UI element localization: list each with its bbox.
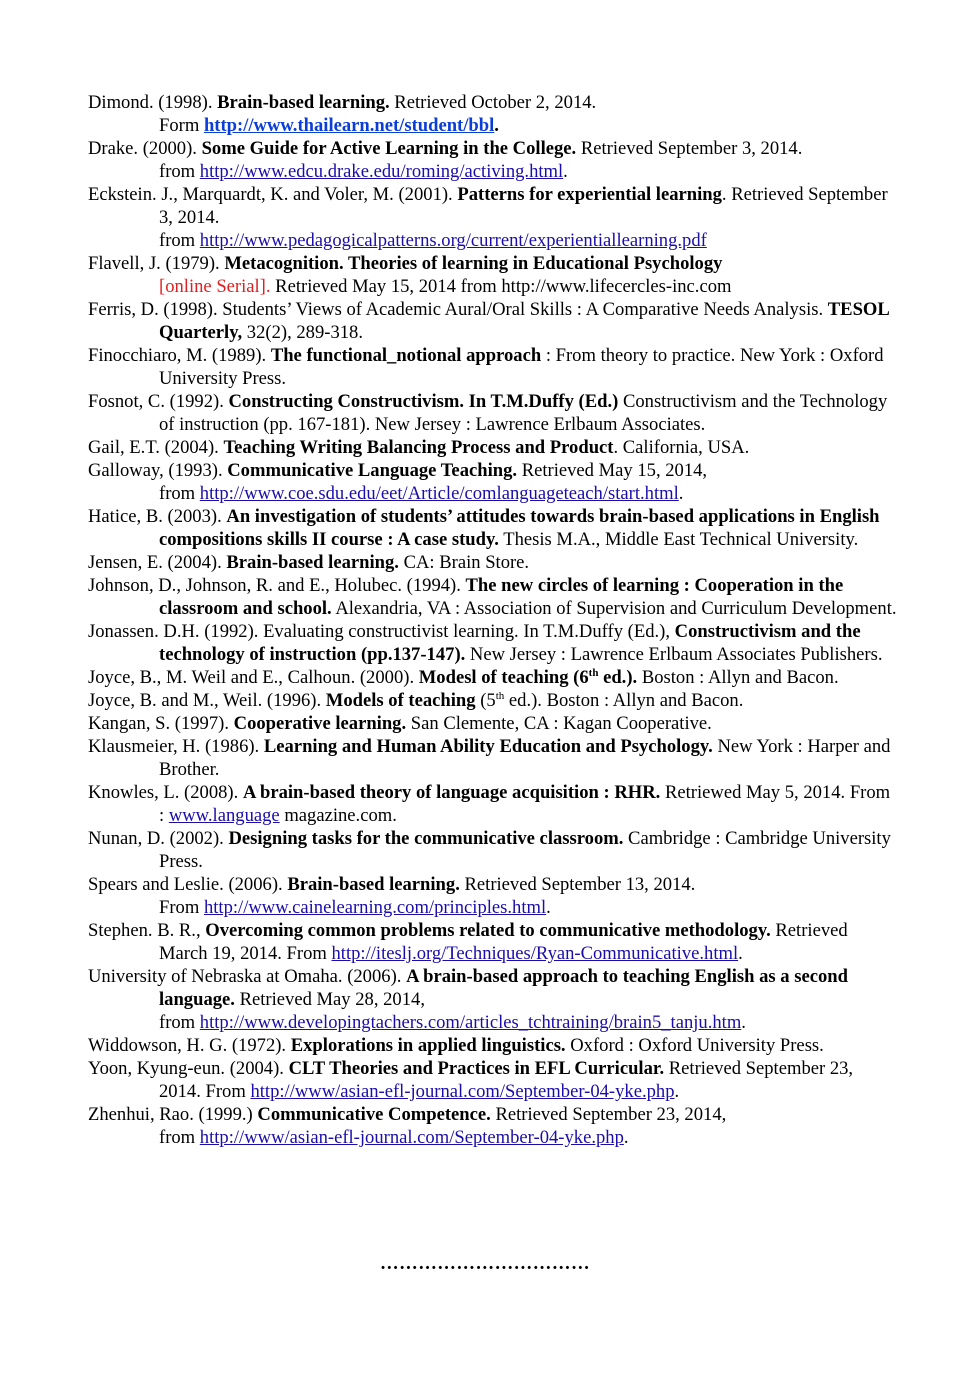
reference-text: Finocchiaro, M. (1989). <box>88 345 271 366</box>
reference-entry <box>88 620 898 666</box>
reference-entry <box>88 735 898 781</box>
reference-text: from <box>159 1127 200 1148</box>
reference-text: Form <box>159 115 204 136</box>
reference-text: Retrieved September 3, 2014. <box>576 138 803 159</box>
reference-title: ed.). <box>598 667 638 688</box>
reference-text: from <box>159 161 200 182</box>
reference-text: Johnson, D., Johnson, R. and E., Holubec. (1994). <box>88 575 466 596</box>
reference-text: Retrieved October 2, 2014. <box>389 92 597 113</box>
reference-text: Fosnot, C. (1992). <box>88 391 229 412</box>
reference-text: Thesis M.A., Middle East Technical University. <box>498 529 859 550</box>
reference-entry <box>88 919 898 965</box>
line-break <box>159 1011 898 1034</box>
reference-text: Kangan, S. (1997). <box>88 713 234 734</box>
reference-title: Communicative Competence. <box>257 1104 491 1125</box>
reference-entry <box>88 1103 898 1149</box>
reference-title: Learning and Human Ability Education and Psychology. <box>263 736 713 757</box>
reference-text: Retrieved May 28, 2014, <box>234 989 425 1010</box>
reference-entry <box>88 781 898 827</box>
reference-title: Modesl of teaching (6 <box>418 667 589 688</box>
line-break <box>159 1126 898 1149</box>
reference-text: New York : Harper and Brother. <box>159 736 891 780</box>
reference-link[interactable]: http://www.pedagogicalpatterns.org/current/experientiallearning.pdf <box>199 230 707 251</box>
reference-link[interactable]: http://www/asian-efl-journal.com/September-04-yke.php <box>199 1127 624 1148</box>
reference-text: From <box>159 897 204 918</box>
reference-entry <box>88 505 898 551</box>
reference-title: A brain-based approach to teaching English as a second language. <box>159 966 848 1010</box>
reference-entry <box>88 1057 898 1103</box>
reference-text: . <box>563 161 568 182</box>
reference-entry <box>88 183 898 252</box>
line-break <box>159 160 898 183</box>
reference-text: University of Nebraska at Omaha. (2006). <box>88 966 407 987</box>
online-serial-label: [online Serial]. <box>159 276 271 297</box>
reference-title: Constructing Constructivism. In T.M.Duffy (Ed.) <box>228 391 619 412</box>
reference-entry <box>88 459 898 505</box>
superscript-text: th <box>495 689 505 702</box>
reference-text: . <box>674 1081 680 1102</box>
line-break <box>159 896 898 919</box>
reference-title: Some Guide for Active Learning in the College. <box>201 138 577 159</box>
reference-title: Cooperative learning. <box>233 713 407 734</box>
reference-title: Brain-based learning. <box>217 92 390 113</box>
reference-title: A brain-based theory of language acquisition : RHR. <box>242 782 661 803</box>
reference-text: Joyce, B., M. Weil and E., Calhoun. (2000). <box>88 667 419 688</box>
reference-title: Constructivism and the technology of instruction (pp.137-147). <box>159 621 861 665</box>
reference-text: CA: Brain Store. <box>398 552 530 573</box>
reference-text: Yoon, Kyung-eun. (2004). <box>88 1058 289 1079</box>
reference-text: Zhenhui, Rao. (1999.) <box>88 1104 258 1125</box>
reference-link[interactable]: http://www.cainelearning.com/principles.html <box>203 897 547 918</box>
reference-text: . <box>738 943 743 964</box>
reference-entry <box>88 252 898 298</box>
line-break <box>159 229 898 252</box>
line-break <box>159 482 898 505</box>
reference-text: from <box>159 483 200 504</box>
reference-text: Stephen. B. R., <box>88 920 206 941</box>
reference-text: New Jersey : Lawrence Erlbaum Associates Publishers. <box>465 644 883 665</box>
reference-entry <box>88 390 898 436</box>
reference-link[interactable]: http://www.edcu.drake.edu/roming/activing.html <box>199 161 564 182</box>
reference-text: . <box>741 1012 746 1033</box>
reference-text: Jonassen. D.H. (1992). Evaluating constructivist learning. In T.M.Duffy (Ed.), <box>88 621 675 642</box>
reference-title: The new circles of learning : Cooperation in the classroom and school. <box>159 575 844 619</box>
reference-entry <box>88 298 898 344</box>
reference-text: Klausmeier, H. (1986). <box>88 736 264 757</box>
reference-entry <box>88 344 898 390</box>
reference-text: Joyce, B. and M., Weil. (1996). <box>88 690 326 711</box>
reference-text: : From theory to practice. New York : Oxford University Press. <box>159 345 884 389</box>
reference-title: CLT Theories and Practices in EFL Curricular. <box>288 1058 665 1079</box>
reference-list <box>88 91 898 1149</box>
reference-text: (5 <box>475 690 496 711</box>
reference-entry <box>88 666 898 689</box>
reference-text: Retrieved September 23, 2014. From <box>159 1058 854 1102</box>
reference-title: Patterns for experiential learning <box>457 184 722 205</box>
reference-entry <box>88 689 898 712</box>
superscript-text: th <box>588 666 599 679</box>
reference-entry <box>88 827 898 873</box>
reference-entry <box>88 91 898 137</box>
reference-text: Nunan, D. (2002). <box>88 828 229 849</box>
reference-text: Spears and Leslie. (2006). <box>88 874 288 895</box>
reference-title: The functional_notional approach <box>270 345 542 366</box>
reference-text: Boston : Allyn and Bacon. <box>637 667 839 688</box>
reference-link[interactable]: http://www/asian-efl-journal.com/September-04-yke.php <box>250 1081 675 1102</box>
reference-text: Retriewed May 5, 2014. From : <box>159 782 891 826</box>
reference-text: Ferris, D. (1998). Students’ Views of Academic Aural/Oral Skills : A Comparative Needs Analysis. <box>88 299 828 320</box>
reference-text: . Retrieved September 3, 2014. <box>159 184 888 228</box>
reference-text: Flavell, J. (1979). <box>88 253 225 274</box>
reference-text: Eckstein. J., Marquardt, K. and Voler, M. (2001). <box>88 184 458 205</box>
reference-title: Communicative Language Teaching. <box>227 460 518 481</box>
reference-text: Retrieved September 13, 2014. <box>459 874 696 895</box>
reference-title: Overcoming common problems related to communicative methodology. <box>205 920 771 941</box>
reference-text: . <box>678 483 684 504</box>
reference-text: Retrieved September 23, 2014, <box>490 1104 727 1125</box>
reference-text: Retrieved May 15, 2014, <box>517 460 708 481</box>
reference-text: from <box>159 230 200 251</box>
reference-entry <box>88 1034 898 1057</box>
reference-title: Models of teaching <box>325 690 476 711</box>
reference-link[interactable]: http://iteslj.org/Techniques/Ryan-Communicative.html <box>331 943 739 964</box>
reference-text: from <box>159 1012 200 1033</box>
reference-text: . <box>546 897 551 918</box>
reference-title: Brain-based learning. <box>287 874 460 895</box>
reference-entry <box>88 137 898 183</box>
reference-text: Jensen, E. (2004). <box>88 552 227 573</box>
reference-title: An investigation of students’ attitudes towards brain-based applications in English compositions skills II course : A case study. <box>159 506 880 550</box>
reference-text: San Clemente, CA : Kagan Cooperative. <box>406 713 712 734</box>
reference-entry <box>88 436 898 459</box>
reference-title: Designing tasks for the communicative classroom. <box>228 828 624 849</box>
reference-title: Metacognition. Theories of learning in Educational Psychology <box>224 253 723 274</box>
reference-text: . California, USA. <box>613 437 750 458</box>
reference-entry <box>88 551 898 574</box>
reference-text: Widdowson, H. G. (1972). <box>88 1035 291 1056</box>
reference-text: Dimond. (1998). <box>88 92 218 113</box>
reference-title: TESOL Quarterly, <box>159 299 889 343</box>
reference-entry <box>88 574 898 620</box>
reference-text: Hatice, B. (2003). <box>88 506 227 527</box>
reference-entry <box>88 712 898 735</box>
reference-text: Knowles, L. (2008). <box>88 782 243 803</box>
reference-text: Oxford : Oxford University Press. <box>565 1035 824 1056</box>
reference-link[interactable]: http://www.coe.sdu.edu/eet/Article/comlanguageteach/start.html <box>199 483 679 504</box>
reference-text: Retrieved March 19, 2014. From <box>159 920 848 964</box>
reference-text: Alexandria, VA : Association of Supervision and Curriculum Development. <box>331 598 897 619</box>
reference-link[interactable]: http://www.developingtachers.com/articles_tchtraining/brain5_tanju.htm <box>199 1012 742 1033</box>
reference-text: 32(2), 289-318. <box>242 322 363 343</box>
reference-text: Galloway, (1993). <box>88 460 228 481</box>
line-break <box>159 114 898 137</box>
reference-text: Gail, E.T. (2004). <box>88 437 224 458</box>
reference-title: . <box>494 115 499 136</box>
line-break <box>159 275 898 298</box>
reference-text: Retrieved May 15, 2014 from http://www.lifecercles-inc.com <box>270 276 732 297</box>
reference-title: Teaching Writing Balancing Process and Product <box>223 437 614 458</box>
reference-title: Explorations in applied linguistics. <box>290 1035 566 1056</box>
reference-link[interactable]: http://www.thailearn.net/student/bbl <box>203 115 495 136</box>
reference-entry <box>88 965 898 1034</box>
reference-text: . <box>623 1127 629 1148</box>
reference-text: Drake. (2000). <box>88 138 202 159</box>
reference-entry <box>88 873 898 919</box>
reference-text: magazine.com. <box>279 805 397 826</box>
reference-text: ed.). Boston : Allyn and Bacon. <box>504 690 744 711</box>
reference-text: Cambridge : Cambridge University Press. <box>159 828 891 872</box>
reference-title: Brain-based learning. <box>226 552 399 573</box>
end-of-list-dots: …………………………… <box>380 1253 591 1274</box>
reference-text: Constructivism and the Technology of instruction (pp. 167-181). New Jersey : Lawrence Erlbaum Associates. <box>159 391 888 435</box>
reference-link[interactable]: www.language <box>168 805 280 826</box>
